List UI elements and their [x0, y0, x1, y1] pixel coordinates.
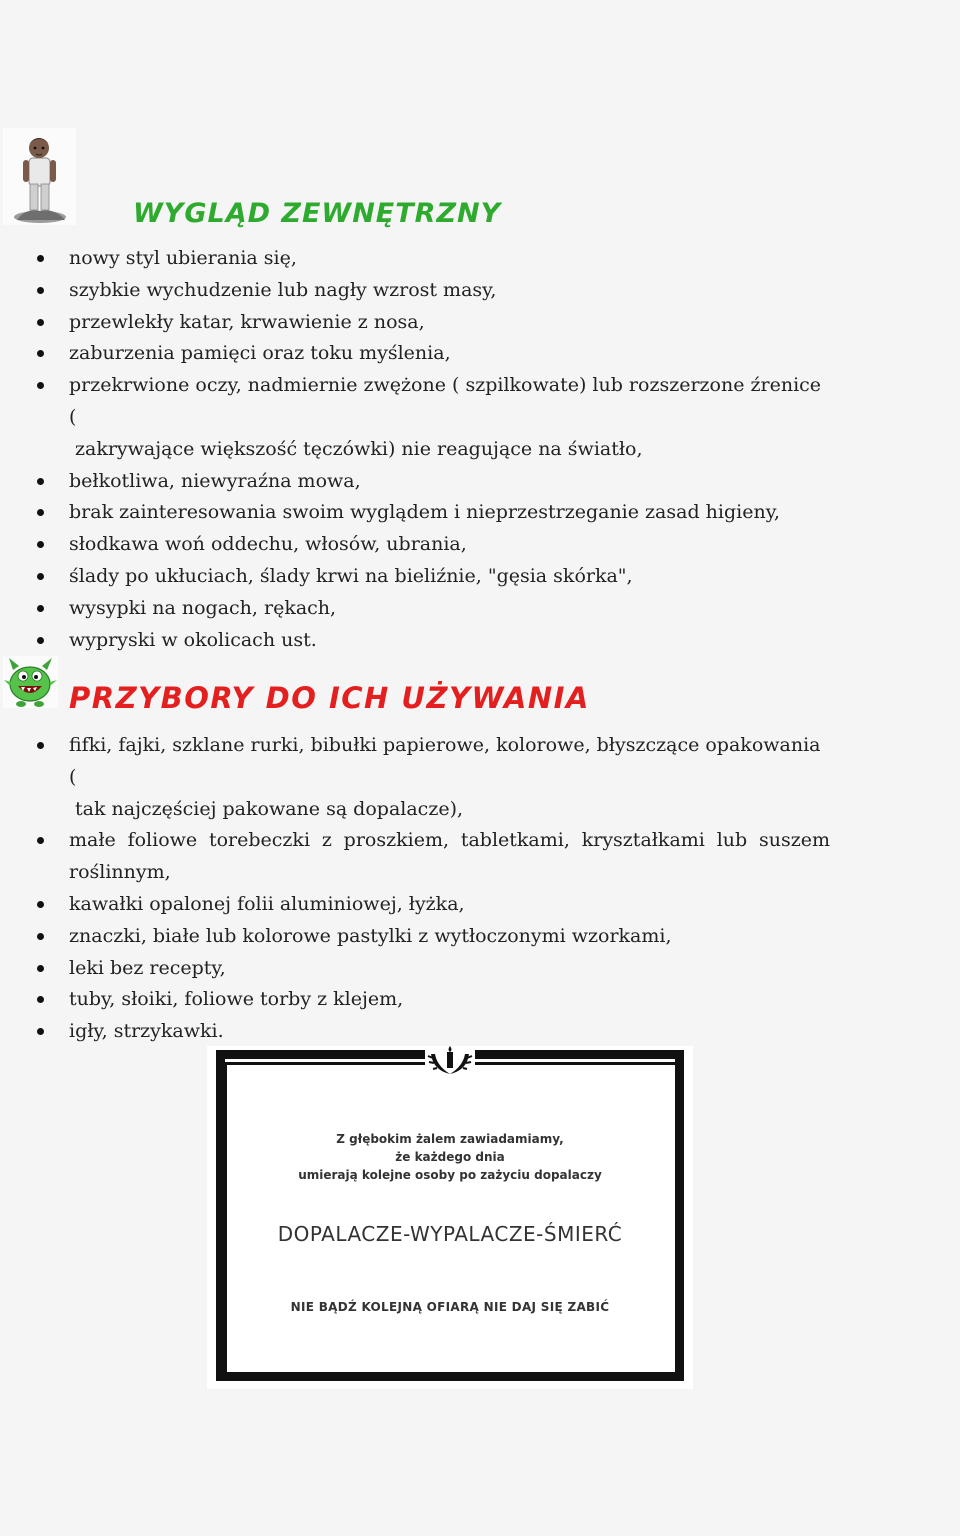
- list-item: wysypki na nogach, rękach,: [0, 593, 830, 625]
- list-item: przewlekły katar, krwawienie z nosa,: [0, 307, 830, 339]
- list-item-continuation: tak najczęściej pakowane są dopalacze),: [75, 797, 464, 820]
- list-item: igły, strzykawki.: [0, 1016, 830, 1048]
- candle-wreath-icon: [425, 1046, 475, 1078]
- list-item: szybkie wychudzenie lub nagły wzrost masy,: [0, 275, 830, 307]
- obituary-notice: [207, 1046, 693, 1389]
- list-item: ślady po ukłuciach, ślady krwi na bieliźnie, "gęsia skórka",: [0, 561, 830, 593]
- list-item: fifki, fajki, szklane rurki, bibułki papierowe, kolorowe, błyszczące opakowania ( tak najczęściej pakowane są dopalacze),: [0, 730, 830, 825]
- notice-headline: DOPALACZE-WYPALACZE-ŚMIERĆ: [277, 1222, 623, 1246]
- section-title-appearance: WYGLĄD ZEWNĘTRZNY: [133, 198, 502, 229]
- list-item: brak zainteresowania swoim wyglądem i nieprzestrzeganie zasad higieny,: [0, 497, 830, 529]
- list-item: znaczki, białe lub kolorowe pastylki z wytłoczonymi wzorkami,: [0, 921, 830, 953]
- list-item-continuation: zakrywające większość tęczówki) nie reagujące na światło,: [75, 437, 643, 460]
- list-item: przekrwione oczy, nadmiernie zwężone ( szpilkowate) lub rozszerzone źrenice ( zakrywające większość tęczówki) nie reagujące na światło,: [0, 370, 830, 465]
- list-item: bełkotliwa, niewyraźna mowa,: [0, 466, 830, 498]
- notice-inner-frame: [224, 1062, 678, 1375]
- list-item: leki bez recepty,: [0, 953, 830, 985]
- list-item: kawałki opalonej folii aluminiowej, łyżka,: [0, 889, 830, 921]
- list-item: małe foliowe torebeczki z proszkiem, tabletkami, kryształkami lub suszem roślinnym,: [0, 825, 830, 889]
- notice-intro: Z głębokim żalem zawiadamiamy, że każdego dnia umierają kolejne osoby po zażyciu dopalaczy: [298, 1132, 602, 1182]
- notice-footer: NIE BĄDŹ KOLEJNĄ OFIARĄ NIE DAJ SIĘ ZABIĆ: [290, 1300, 610, 1314]
- green-monster-illustration: [3, 656, 58, 708]
- appearance-list: [0, 243, 900, 656]
- tools-list: [0, 730, 900, 1048]
- list-item: wypryski w okolicach ust.: [0, 625, 830, 657]
- list-item: nowy styl ubierania się,: [0, 243, 830, 275]
- list-item: słodkawa woń oddechu, włosów, ubrania,: [0, 529, 830, 561]
- boy-figure-illustration: [3, 128, 76, 225]
- list-item: zaburzenia pamięci oraz toku myślenia,: [0, 338, 830, 370]
- list-item: tuby, słoiki, foliowe torby z klejem,: [0, 984, 830, 1016]
- section-title-tools: PRZYBORY DO ICH UŻYWANIA: [69, 681, 590, 715]
